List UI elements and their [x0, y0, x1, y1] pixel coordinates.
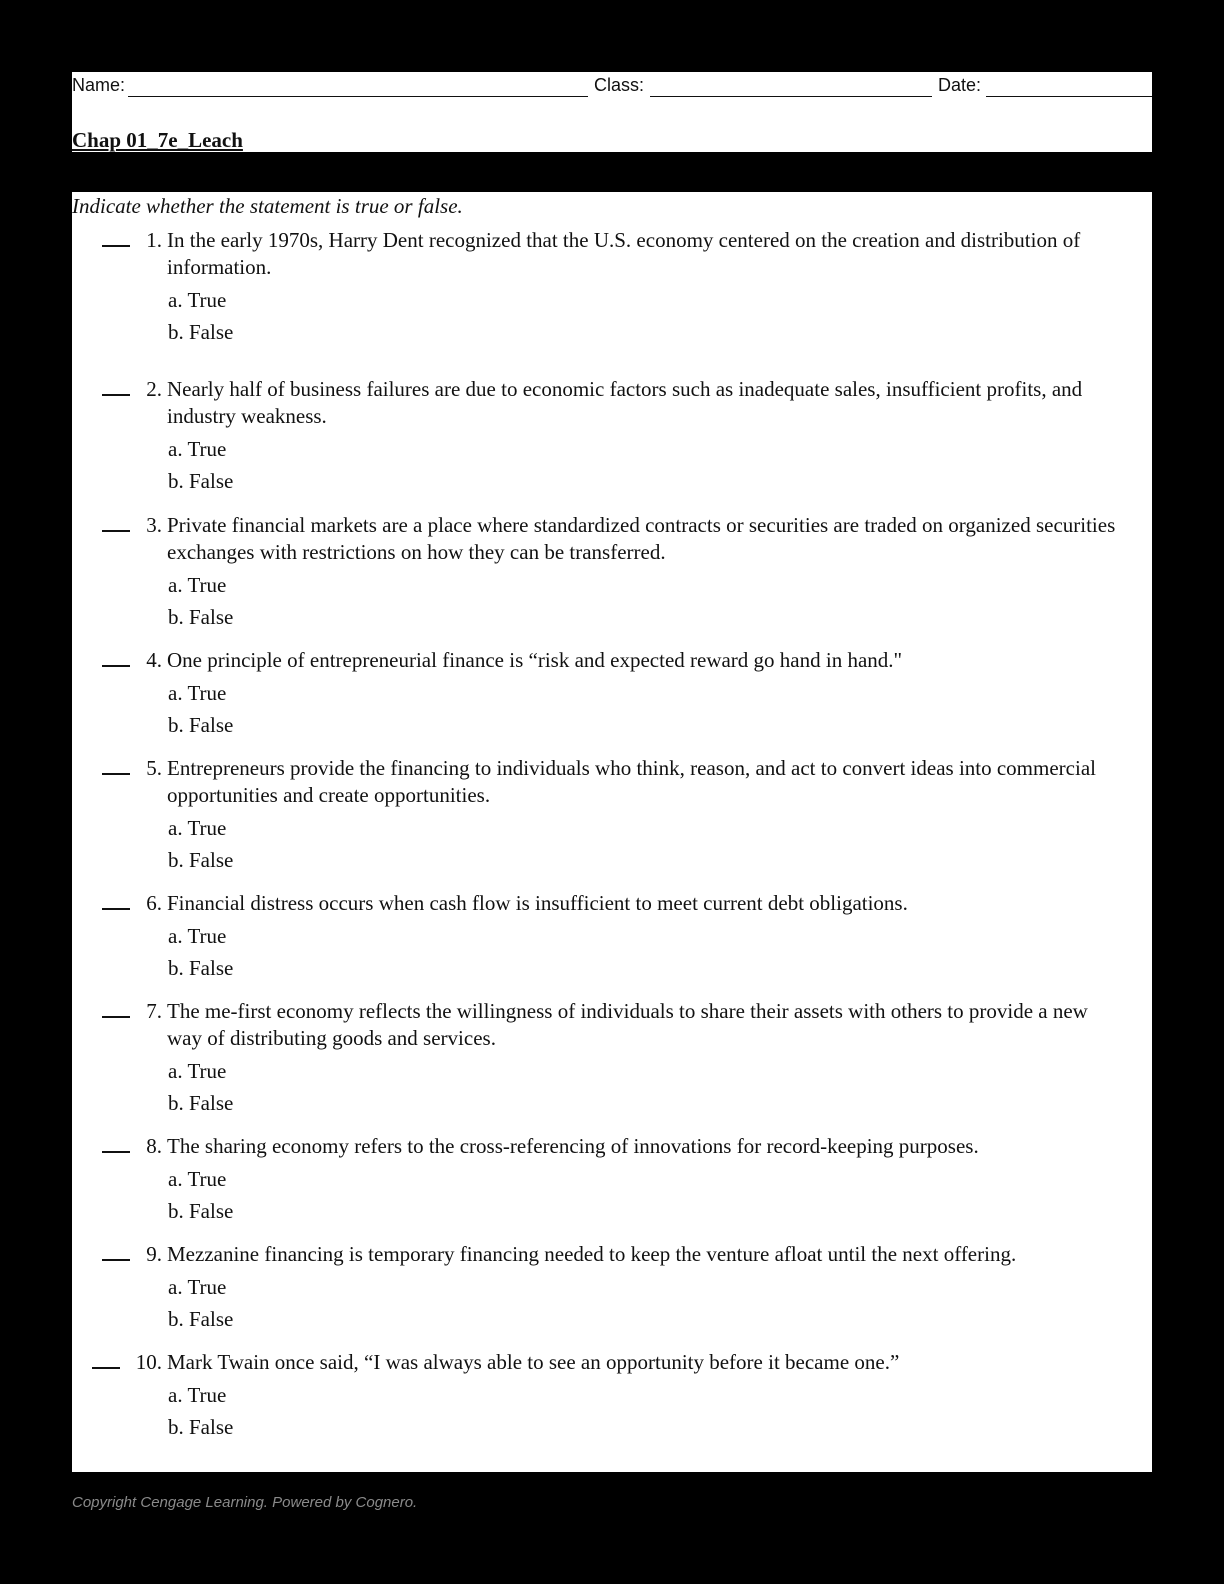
choice-list	[167, 284, 1127, 348]
choice-false[interactable]: b. False	[168, 1307, 234, 1331]
question-number: 5.	[146, 756, 162, 780]
choice-false[interactable]: b. False	[168, 1199, 234, 1223]
question-body	[167, 376, 1127, 497]
question-number: 2.	[146, 377, 162, 401]
choice-true[interactable]: a. True	[168, 681, 227, 705]
chapter-title: Chap 01_7e_Leach	[72, 128, 243, 152]
header-panel	[72, 72, 1152, 152]
instructions: Indicate whether the statement is true or false.	[72, 194, 463, 218]
choice-false[interactable]: b. False	[168, 605, 234, 629]
student-info-row	[72, 72, 1152, 98]
question-text: The sharing economy refers to the cross-referencing of innovations for record-keeping purposes.	[167, 1134, 979, 1158]
date-field[interactable]	[986, 96, 1152, 97]
answer-blank[interactable]	[102, 394, 130, 396]
answer-blank[interactable]	[102, 530, 130, 532]
choice-list	[167, 920, 1127, 984]
choice-false[interactable]: b. False	[168, 469, 234, 493]
question-text: One principle of entrepreneurial finance is “risk and expected reward go hand in hand."	[167, 648, 903, 672]
choice-true[interactable]: a. True	[168, 816, 227, 840]
class-field[interactable]	[650, 96, 932, 97]
choice-true[interactable]: a. True	[168, 1275, 227, 1299]
question-body	[167, 890, 1127, 984]
choice-list	[167, 1055, 1127, 1119]
class-label: Class:	[594, 75, 645, 95]
choice-true[interactable]: a. True	[168, 573, 227, 597]
answer-blank[interactable]	[102, 1016, 130, 1018]
question-text: Financial distress occurs when cash flow is insufficient to meet current debt obligations.	[167, 891, 908, 915]
question-body	[167, 1349, 1127, 1443]
question-body	[167, 755, 1127, 876]
question-text: Private financial markets are a place where standardized contracts or securities are traded on organized securities exchanges with restrictions on how they can be transferred.	[167, 513, 1116, 564]
copyright-footer: Copyright Cengage Learning. Powered by Cognero.	[72, 1494, 418, 1511]
choice-false[interactable]: b. False	[168, 713, 234, 737]
question-number: 4.	[146, 648, 162, 672]
question-body	[167, 647, 1127, 741]
question-number: 3.	[146, 513, 162, 537]
answer-blank[interactable]	[102, 665, 130, 667]
question-number: 6.	[146, 891, 162, 915]
answer-blank[interactable]	[102, 1151, 130, 1153]
question-number: 10.	[135, 1350, 162, 1374]
question-body	[167, 1241, 1127, 1335]
question-body	[167, 1133, 1127, 1227]
answer-blank[interactable]	[102, 908, 130, 910]
choice-false[interactable]: b. False	[168, 848, 234, 872]
question-body	[167, 227, 1127, 348]
choice-list	[167, 1271, 1127, 1335]
answer-blank[interactable]	[92, 1367, 120, 1369]
choice-false[interactable]: b. False	[168, 1415, 234, 1439]
question-text: In the early 1970s, Harry Dent recognized that the U.S. economy centered on the creation and distribution of information.	[167, 228, 1081, 279]
choice-list	[167, 569, 1127, 633]
choice-list	[167, 677, 1127, 741]
question-text: Mark Twain once said, “I was always able to see an opportunity before it became one.”	[167, 1350, 900, 1374]
question-text: Nearly half of business failures are due to economic factors such as inadequate sales, insufficient profits, and industry weakness.	[167, 377, 1083, 428]
question-number: 9.	[146, 1242, 162, 1266]
answer-blank[interactable]	[102, 1259, 130, 1261]
question-number: 7.	[146, 999, 162, 1023]
choice-true[interactable]: a. True	[168, 1383, 227, 1407]
name-label: Name:	[72, 75, 126, 95]
question-body	[167, 998, 1127, 1119]
question-text: Mezzanine financing is temporary financing needed to keep the venture afloat until the next offering.	[167, 1242, 1017, 1266]
answer-blank[interactable]	[102, 245, 130, 247]
question-number: 8.	[146, 1134, 162, 1158]
question-body	[167, 512, 1127, 633]
choice-false[interactable]: b. False	[168, 320, 234, 344]
question-text: The me-first economy reflects the willingness of individuals to share their assets with others to provide a new way of distributing goods and services.	[167, 999, 1088, 1050]
answer-blank[interactable]	[102, 773, 130, 775]
choice-false[interactable]: b. False	[168, 956, 234, 980]
question-number: 1.	[146, 228, 162, 252]
choice-true[interactable]: a. True	[168, 924, 227, 948]
choice-true[interactable]: a. True	[168, 437, 227, 461]
choice-true[interactable]: a. True	[168, 1059, 227, 1083]
name-field[interactable]	[128, 96, 588, 97]
choice-list	[167, 1379, 1127, 1443]
choice-list	[167, 1163, 1127, 1227]
question-text: Entrepreneurs provide the financing to individuals who think, reason, and act to convert ideas into commercial opportunities and create opportunities.	[167, 756, 1096, 807]
choice-true[interactable]: a. True	[168, 288, 227, 312]
date-label: Date:	[938, 75, 982, 95]
choice-list	[167, 433, 1127, 497]
question-panel	[72, 192, 1152, 1472]
choice-true[interactable]: a. True	[168, 1167, 227, 1191]
choice-false[interactable]: b. False	[168, 1091, 234, 1115]
choice-list	[167, 812, 1127, 876]
